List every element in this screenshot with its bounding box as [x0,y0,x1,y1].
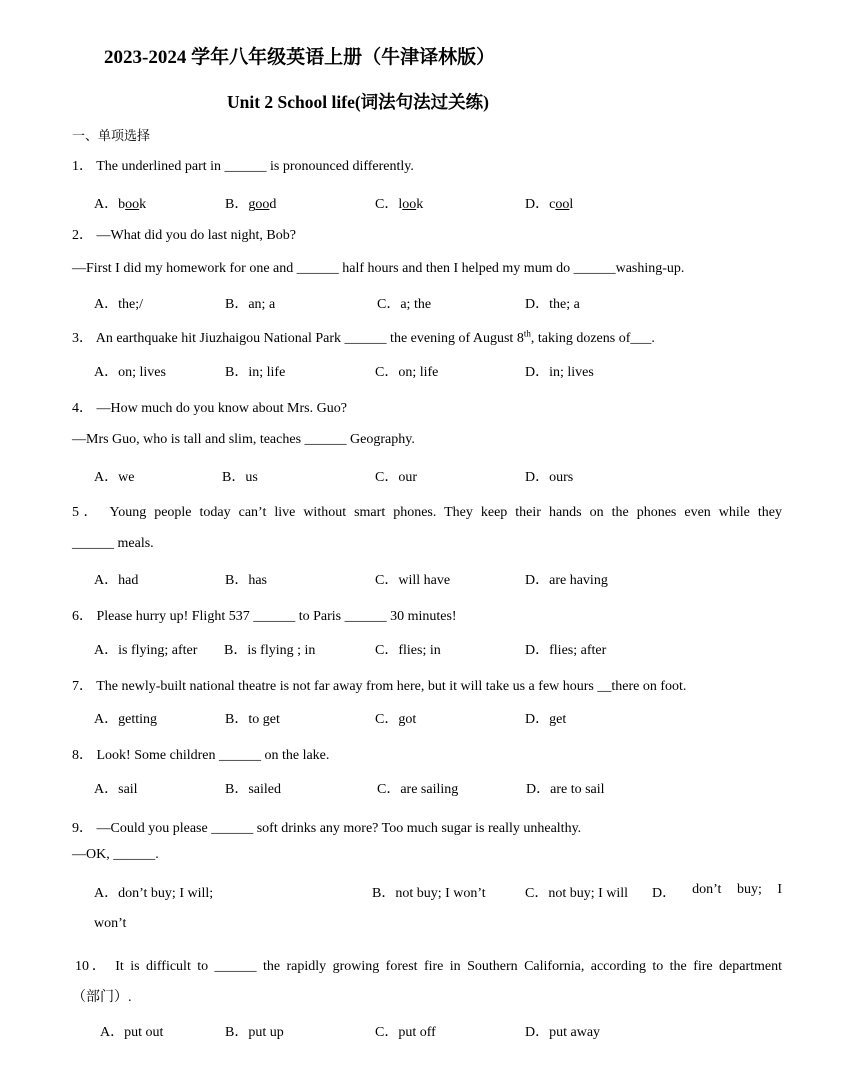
question-number: 10． [75,959,109,974]
q8-option-b[interactable] [225,778,281,798]
option-text: to get [248,712,280,727]
question-number: 2． [72,228,93,243]
q4-option-b[interactable] [222,466,258,486]
q7-option-c[interactable] [375,708,416,728]
option-text: getting [118,712,158,727]
q8-option-c[interactable] [377,778,458,798]
option-text: put out [124,1025,164,1040]
page-subtitle: Unit 2 School life(词法句法过关练) [227,92,490,112]
question-text: Young people today can’t live without smart phones. They keep their hands on the phones even while they [109,505,782,520]
option-text: us [245,470,258,485]
option-text: a; the [400,297,432,312]
question-number: 9． [72,821,93,836]
option-text: our [398,470,418,485]
underlined-part: oo [555,197,570,212]
option-text: is flying ; in [247,643,316,658]
underlined-part: oo [255,197,270,212]
underlined-part: oo [402,197,417,212]
option-text: l [569,197,574,212]
option-text: flies; after [549,643,607,658]
question-8-stem [72,744,329,764]
q6-option-b[interactable] [224,639,315,659]
question-text: —What did you do last night, Bob? [96,228,296,243]
q2-option-c[interactable] [377,293,431,313]
q10-option-d[interactable] [525,1021,600,1041]
option-text: c [549,197,556,212]
question-number: 6． [72,609,93,624]
q6-option-c[interactable] [375,639,441,659]
option-letter: C． [375,1025,399,1040]
q10-option-c[interactable] [375,1021,436,1041]
option-letter: C． [377,782,401,797]
q4-option-d[interactable] [525,466,573,486]
option-letter: D． [525,573,550,588]
q1-option-a[interactable] [94,193,146,213]
option-letter: A． [94,643,119,658]
option-letter: D． [525,712,550,727]
option-text: ours [549,470,574,485]
q2-option-a[interactable] [94,293,143,313]
option-text: are to sail [550,782,605,797]
option-letter: B． [224,643,248,658]
option-letter: D． [525,470,550,485]
option-letter: A． [94,297,119,312]
option-text: d [269,197,277,212]
option-text: put away [549,1025,601,1040]
option-text: got [398,712,417,727]
option-letter: B． [225,1025,249,1040]
section-heading: 一、单项选择 [72,129,151,144]
option-text: the; a [549,297,580,312]
question-number: 7． [72,679,93,694]
option-letter: C． [375,470,399,485]
option-text: put up [248,1025,284,1040]
option-letter: B． [225,712,249,727]
option-letter: C． [375,573,399,588]
question-5-stem [72,501,782,521]
question-text: An earthquake hit Jiuzhaigou National Park ______ the evening of August 8 [95,331,524,346]
option-letter: A． [94,712,119,727]
option-letter: D． [652,886,677,901]
option-letter: C． [377,297,401,312]
option-letter: A． [94,782,119,797]
question-4-stem [72,397,347,417]
q5-option-c[interactable] [375,569,450,589]
q9-option-d[interactable] [652,882,782,902]
question-number: 1． [72,159,93,174]
question-2-stem-line2: —First I did my homework for one and ______ half hours and then I helped my mum do ______washing-up. [72,261,685,276]
question-6-stem [72,605,457,625]
underlined-part: oo [125,197,140,212]
option-text: don’t buy; I [692,882,782,897]
option-letter: A． [94,197,119,212]
option-text: sailed [248,782,281,797]
option-text: put off [398,1025,436,1040]
q1-option-d[interactable] [525,193,573,213]
option-letter: A． [100,1025,125,1040]
option-letter: C． [525,886,549,901]
question-number: 4． [72,401,93,416]
question-4-stem-line2: —Mrs Guo, who is tall and slim, teaches ______ Geography. [72,432,415,447]
q5-option-a[interactable] [94,569,138,589]
option-text: is flying; after [118,643,198,658]
option-text: an; a [248,297,276,312]
question-5-stem-line2: ______ meals. [72,536,154,551]
option-letter: B． [372,886,396,901]
option-letter: A． [94,573,119,588]
option-letter: A． [94,365,119,380]
q4-option-a[interactable] [94,466,134,486]
option-letter: C． [375,365,399,380]
option-letter: A． [94,470,119,485]
question-text: —Could you please ______ soft drinks any more? Too much sugar is really unhealthy. [96,821,582,836]
question-text: Look! Some children ______ on the lake. [96,748,330,763]
option-letter: D． [525,365,550,380]
q8-option-a[interactable] [94,778,138,798]
q3-option-a[interactable] [94,361,166,381]
option-text: k [416,197,424,212]
q2-option-b[interactable] [225,293,275,313]
page-title: 2023-2024 学年八年级英语上册（牛津译林版） [104,47,496,68]
q1-option-b[interactable] [225,193,276,213]
question-number: 8． [72,748,93,763]
option-text: l [398,197,403,212]
q4-option-c[interactable] [375,466,417,486]
question-10-stem [75,955,782,975]
option-text: k [139,197,147,212]
question-text: The underlined part in ______ is pronounced differently. [96,159,414,174]
option-text: flies; in [398,643,441,658]
question-text: , taking dozens of___. [530,331,655,346]
option-text: in; life [248,365,286,380]
q3-option-b[interactable] [225,361,285,381]
q9-option-a[interactable] [94,882,213,902]
question-text: The newly-built national theatre is not far away from here, but it will take us a few hours __there on foot. [96,679,687,694]
option-text: get [549,712,567,727]
option-text: the;/ [118,297,144,312]
q6-option-d[interactable] [525,639,606,659]
option-text: are sailing [400,782,459,797]
q9-option-c[interactable] [525,882,628,902]
option-text: are having [549,573,608,588]
option-letter: B． [225,782,249,797]
option-text: in; lives [549,365,594,380]
superscript: th [523,328,531,339]
option-letter: D． [525,297,550,312]
question-3-stem [72,327,655,347]
option-letter: D． [526,782,551,797]
option-text: had [118,573,139,588]
q7-option-a[interactable] [94,708,157,728]
option-letter: C． [375,712,399,727]
option-letter: B． [225,197,249,212]
q6-option-a[interactable] [94,639,197,659]
option-letter: A． [94,886,119,901]
q1-option-c[interactable] [375,193,423,213]
q3-option-c[interactable] [375,361,438,381]
option-letter: C． [375,643,399,658]
option-letter: B． [225,297,249,312]
q3-option-d[interactable] [525,361,594,381]
option-text: not buy; I will [548,886,629,901]
option-text: b [118,197,126,212]
q7-option-b[interactable] [225,708,280,728]
question-1-stem [72,155,414,175]
question-text: Please hurry up! Flight 537 ______ to Paris ______ 30 minutes! [96,609,457,624]
q10-option-b[interactable] [225,1021,284,1041]
option-letter: B． [222,470,246,485]
option-text: g [248,197,256,212]
option-text: has [248,573,268,588]
option-text: on; life [398,365,439,380]
question-number: 5． [72,505,102,520]
question-2-stem [72,224,296,244]
option-text: not buy; I won’t [395,886,486,901]
q9-option-b[interactable] [372,882,486,902]
question-9-stem [72,817,581,837]
q5-option-b[interactable] [225,569,267,589]
option-letter: D． [525,643,550,658]
option-text: don’t buy; I will; [118,886,214,901]
question-7-stem [72,675,686,695]
option-letter: D． [525,197,550,212]
option-letter: B． [225,573,249,588]
q10-option-a[interactable] [100,1021,163,1041]
q5-option-d[interactable] [525,569,608,589]
q8-option-d[interactable] [526,778,605,798]
option-text: will have [398,573,451,588]
option-text: we [118,470,135,485]
question-text: It is difficult to ______ the rapidly growing forest fire in Southern California, according to the fire department [115,959,783,974]
option-text: on; lives [118,365,166,380]
option-text: sail [118,782,138,797]
q7-option-d[interactable] [525,708,566,728]
q2-option-d[interactable] [525,293,580,313]
q9-option-d-continued: won’t [94,916,127,931]
question-10-stem-line2: （部门）. [72,990,132,1005]
question-text: —How much do you know about Mrs. Guo? [96,401,347,416]
option-letter: C． [375,197,399,212]
option-letter: D． [525,1025,550,1040]
question-number: 3． [72,331,93,346]
question-9-stem-line2: —OK, ______. [72,847,159,862]
option-letter: B． [225,365,249,380]
